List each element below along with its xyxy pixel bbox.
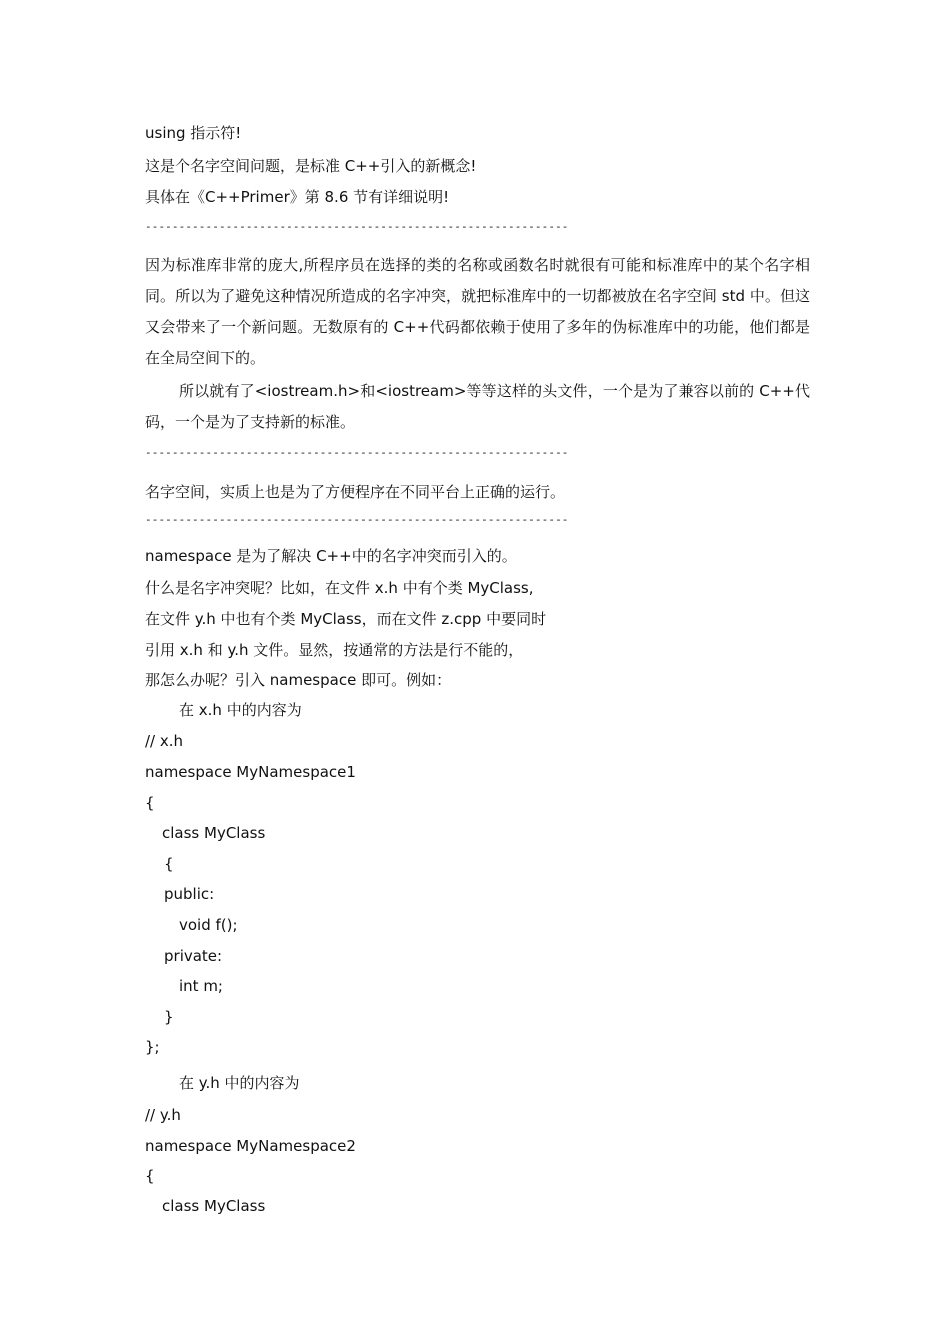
intro-line-3: 具体在《C++Primer》第 8.6 节有详细说明! <box>145 188 450 206</box>
code-namespace-decl: namespace MyNamespace1 <box>145 763 356 781</box>
namespace-intro-line: 那怎么办呢？引入 namespace 即可。例如： <box>145 671 452 689</box>
code-class-open-brace: { <box>164 855 174 873</box>
intro-line-2: 这是个名字空间问题，是标准 C++引入的新概念! <box>145 157 477 175</box>
code-open-brace: { <box>145 1167 155 1185</box>
separator-line: --------------------------------------------------------------- <box>145 446 569 459</box>
separator-line: --------------------------------------------------------------- <box>145 513 569 526</box>
code-namespace-decl: namespace MyNamespace2 <box>145 1137 356 1155</box>
paragraph-header-files: 所以就有了<iostream.h>和<iostream>等等这样的头文件，一个是为了兼容以前的 C++代码，一个是为了支持新的标准。 <box>145 382 810 431</box>
code-close-brace: }; <box>145 1038 160 1056</box>
separator-line: --------------------------------------------------------------- <box>145 220 569 233</box>
code-public-label: public: <box>164 885 215 903</box>
y-header-caption: 在 y.h 中的内容为 <box>179 1074 300 1092</box>
namespace-intro-line: 在文件 y.h 中也有个类 MyClass，而在文件 z.cpp 中要同时 <box>145 610 547 628</box>
paragraph-standard-library: 因为标准库非常的庞大,所程序员在选择的类的名称或函数名时就很有可能和标准库中的某个名字相同。所以为了避免这种情况所造成的名字冲突，就把标准库中的一切都被放在名字空间 std 中。但这又会带来了一个新问题。无数原有的 C++代码都依赖于使用了多年的伪标准库中的功能，他们都是在全局空间下的。 <box>145 256 810 367</box>
code-class-decl: class MyClass <box>162 1197 266 1215</box>
code-comment: // x.h <box>145 732 184 750</box>
code-open-brace: { <box>145 794 155 812</box>
code-class-decl: class MyClass <box>162 824 266 842</box>
namespace-intro-line: 什么是名字冲突呢？比如，在文件 x.h 中有个类 MyClass, <box>145 579 534 597</box>
code-private-label: private: <box>164 947 223 965</box>
intro-line-1: using 指示符! <box>145 124 242 142</box>
code-method-decl: void f(); <box>179 916 238 934</box>
namespace-intro-line: 引用 x.h 和 y.h 文件。显然，按通常的方法是行不能的， <box>145 641 524 659</box>
x-header-caption: 在 x.h 中的内容为 <box>179 701 302 719</box>
code-comment: // y.h <box>145 1106 181 1124</box>
code-member-decl: int m; <box>179 977 223 995</box>
paragraph-namespace-purpose: 名字空间，实质上也是为了方便程序在不同平台上正确的运行。 <box>145 483 566 501</box>
namespace-intro-line: namespace 是为了解决 C++中的名字冲突而引入的。 <box>145 547 517 565</box>
code-class-close-brace: } <box>164 1008 174 1026</box>
